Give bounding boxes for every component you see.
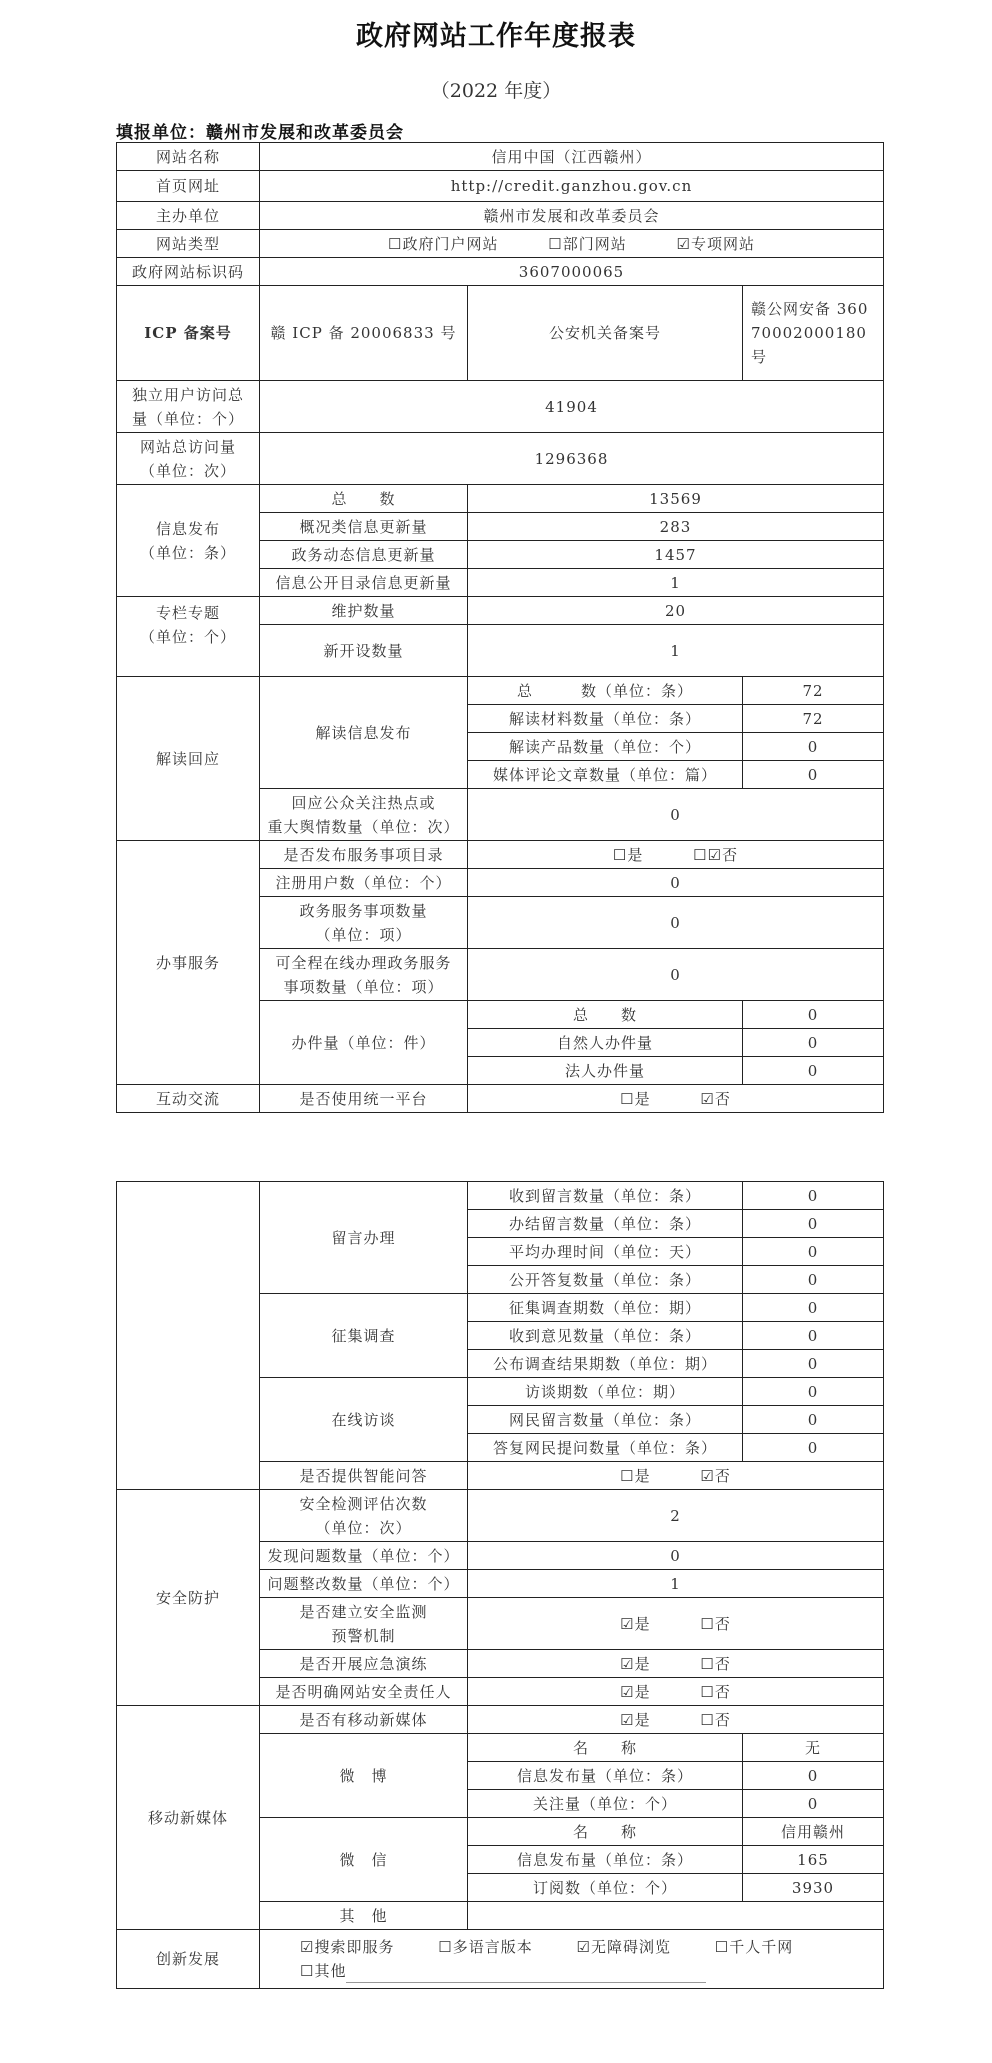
report-table-basic [116,142,884,1113]
label: 总 数（单位：条） [468,677,743,705]
value: 0 [743,1322,884,1350]
option-accessibility[interactable]: ☑无障碍浏览 [576,1938,671,1956]
value: 0 [468,1542,884,1570]
message-label: 留言办理 [260,1182,468,1294]
checkbox-icon[interactable]: ☐ [620,1089,635,1108]
option-search-service[interactable]: ☑搜索即服务 [300,1938,395,1956]
label: 独立用户访问总 量（单位：个） [117,381,260,433]
label: 首页网址 [117,171,260,202]
cases-label: 办件量（单位：件） [260,1001,468,1085]
row-mobile-has [117,1706,884,1734]
checkbox-icon[interactable]: ☑ [620,1654,635,1673]
value: 1 [468,1570,884,1598]
interaction-label: 互动交流 [117,1085,260,1113]
reporting-unit: 填报单位：赣州市发展和改革委员会 [116,123,404,143]
value: 0 [743,1434,884,1462]
option-no[interactable]: ☐否 [700,1682,731,1701]
label: 信息公开目录信息更新量 [260,569,468,597]
checkbox-icon[interactable]: ☐ [714,1938,730,1956]
value: 0 [743,1378,884,1406]
value: 3930 [743,1874,884,1902]
option-dept-site[interactable] [548,232,626,256]
option-no[interactable]: ☐☑否 [693,845,739,864]
row-url [117,171,884,202]
row-site-code [117,258,884,286]
value: 0 [468,949,884,1001]
options [468,1462,884,1490]
label: 征集调查期数（单位：期） [468,1294,743,1322]
label: 自然人办件量 [468,1029,743,1057]
label: 名 称 [468,1818,743,1846]
label: 关注量（单位：个） [468,1790,743,1818]
label: 是否发布服务事项目录 [260,841,468,869]
checkbox-icon[interactable]: ☐ [700,1654,715,1673]
checkbox-icon[interactable]: ☐ [548,234,563,253]
options [468,1650,884,1678]
row-column-maintained [117,597,884,625]
options [468,1706,884,1734]
row-site-name [117,143,884,171]
label: 收到留言数量（单位：条） [468,1182,743,1210]
label: 注册用户数（单位：个） [260,869,468,897]
label: 是否有移动新媒体 [260,1706,468,1734]
value: 3607000065 [260,258,884,286]
checkbox-icon[interactable]: ☑ [620,1682,635,1701]
value: 信用中国（江西赣州） [260,143,884,171]
police-label: 公安机关备案号 [468,286,743,381]
row-page-views [117,433,884,485]
label: 网站类型 [117,230,260,258]
checkbox-icon[interactable]: ☐ [300,1962,315,1980]
value: 165 [743,1846,884,1874]
row-message [117,1182,884,1210]
label: 政务动态信息更新量 [260,541,468,569]
url-link[interactable]: http://credit.ganzhou.gov.cn [260,171,884,202]
label: 信息发布量（单位：条） [468,1846,743,1874]
label: 回应公众关注热点或 重大舆情数量（单位：次） [260,789,468,841]
checkbox-icon[interactable]: ☑ [576,1938,591,1956]
option-yes[interactable]: ☑是 [620,1710,651,1729]
label: 答复网民提问数量（单位：条） [468,1434,743,1462]
value: 0 [743,733,884,761]
option-yes[interactable]: ☑是 [620,1654,651,1673]
value: 2 [468,1490,884,1542]
label: 办结留言数量（单位：条） [468,1210,743,1238]
wechat-label: 微 信 [260,1818,468,1902]
checkbox-icon[interactable]: ☐ [388,234,403,253]
option-yes[interactable]: ☐是 [620,1089,651,1108]
innovation-label: 创新发展 [117,1930,260,1989]
value: 1 [468,569,884,597]
value: 0 [468,869,884,897]
checkbox-icon[interactable]: ☐ [700,1710,715,1729]
options [468,1598,884,1650]
value: 1296368 [260,433,884,485]
label: 政府网站标识码 [117,258,260,286]
option-label: 专项网站 [690,234,755,253]
label: 维护数量 [260,597,468,625]
value: 0 [743,1029,884,1057]
option-no[interactable]: ☑否 [700,1089,731,1108]
checkbox-icon[interactable]: ☑ [676,234,691,253]
option-multilingual[interactable]: ☐多语言版本 [438,1938,533,1956]
report-year: （2022 年度） [430,80,562,102]
value: 0 [743,1057,884,1085]
value: 0 [743,1790,884,1818]
label: 政务服务事项数量 （单位：项） [260,897,468,949]
label: 网站名称 [117,143,260,171]
label: 总 数 [260,485,468,513]
label: 其 他 [260,1902,468,1930]
info-label: 信息发布 （单位：条） [117,485,260,597]
value: 41904 [260,381,884,433]
value: 信用赣州 [743,1818,884,1846]
label: 信息发布量（单位：条） [468,1762,743,1790]
label: 是否建立安全监测 预警机制 [260,1598,468,1650]
label: 新开设数量 [260,625,468,677]
weibo-label: 微 博 [260,1734,468,1818]
checkbox-empty-icon: ☐ [693,845,708,864]
column-label: 专栏专题 （单位：个） [117,597,260,677]
checkbox-icon[interactable]: ☑ [620,1614,635,1633]
label: 访谈期数（单位：期） [468,1378,743,1406]
row-security-tests [117,1490,884,1542]
checkbox-icon[interactable]: ☐ [700,1614,715,1633]
interpret-sub-label: 解读信息发布 [260,677,468,789]
options [468,1085,884,1113]
option-no[interactable]: ☐否 [700,1654,731,1673]
row-service-catalog [117,841,884,869]
service-label: 办事服务 [117,841,260,1085]
security-label: 安全防护 [117,1490,260,1706]
option-no[interactable]: ☐否 [700,1614,731,1633]
label: 概况类信息更新量 [260,513,468,541]
interpret-label: 解读回应 [117,677,260,841]
label: 是否明确网站安全责任人 [260,1678,468,1706]
option-label: 政府门户网站 [402,234,499,253]
option-gov-portal[interactable] [388,232,498,256]
value: 0 [743,1182,884,1210]
label: 解读材料数量（单位：条） [468,705,743,733]
options [468,841,884,869]
label: 网站总访问量 （单位：次） [117,433,260,485]
label: 法人办件量 [468,1057,743,1085]
checkbox-icon[interactable]: ☐ [612,845,628,864]
value: 0 [743,1001,884,1029]
value: 0 [468,789,884,841]
checkbox-icon[interactable]: ☐ [700,1682,715,1701]
icp-value: 赣 ICP 备 20006833 号 [260,286,468,381]
option-other[interactable]: ☐其他 [300,1962,347,1980]
label: 是否提供智能问答 [260,1462,468,1490]
checkbox-icon[interactable]: ☑ [700,1466,715,1485]
option-label: 部门网站 [562,234,627,253]
report-table-continued [116,1181,884,1989]
label: 公布调查结果期数（单位：期） [468,1350,743,1378]
row-icp [117,286,884,381]
label: 安全检测评估次数 （单位：次） [260,1490,468,1542]
value: 20 [468,597,884,625]
checkbox-icon[interactable]: ☑ [700,1089,715,1108]
label: 媒体评论文章数量（单位：篇） [468,761,743,789]
row-host [117,202,884,230]
option-no[interactable]: ☑否 [700,1466,731,1485]
value: 0 [468,897,884,949]
row-innovation [117,1930,884,1989]
row-interpret [117,677,884,705]
label: 平均办理时间（单位：天） [468,1238,743,1266]
value: 0 [743,1294,884,1322]
other-input-line[interactable] [346,1966,706,1983]
value: 283 [468,513,884,541]
value [468,1902,884,1930]
value: 72 [743,705,884,733]
label: 总 数 [468,1001,743,1029]
label: 名 称 [468,1734,743,1762]
row-unique-visitors [117,381,884,433]
value: 0 [743,1210,884,1238]
checkbox-icon[interactable]: ☑ [707,845,723,864]
option-yes[interactable]: ☑是 [620,1682,651,1701]
checkbox-icon[interactable]: ☐ [438,1938,453,1956]
checkbox-icon[interactable]: ☐ [620,1466,635,1485]
label: 是否使用统一平台 [260,1085,468,1113]
label: 主办单位 [117,202,260,230]
option-personalized[interactable]: ☐千人千网 [714,1938,794,1956]
label: 网民留言数量（单位：条） [468,1406,743,1434]
option-special-site[interactable] [677,232,755,256]
label: ICP 备案号 [117,286,260,381]
innovation-options [260,1930,884,1989]
value: 0 [743,1266,884,1294]
row-info-total [117,485,884,513]
label: 可全程在线办理政务服务 事项数量（单位：项） [260,949,468,1001]
value: 1 [468,625,884,677]
survey-label: 征集调查 [260,1294,468,1378]
label: 订阅数（单位：个） [468,1874,743,1902]
interview-label: 在线访谈 [260,1378,468,1462]
value: 0 [743,1406,884,1434]
interaction-blank [117,1182,260,1490]
option-yes[interactable]: ☐是 [612,845,644,864]
value: 72 [743,677,884,705]
value: 0 [743,761,884,789]
checkbox-icon[interactable]: ☑ [300,1938,315,1956]
row-site-type [117,230,884,258]
option-yes[interactable]: ☐是 [620,1466,651,1485]
mobile-label: 移动新媒体 [117,1706,260,1930]
row-platform [117,1085,884,1113]
page-title: 政府网站工作年度报表 [356,21,636,52]
label: 公开答复数量（单位：条） [468,1266,743,1294]
label: 问题整改数量（单位：个） [260,1570,468,1598]
label: 解读产品数量（单位：个） [468,733,743,761]
value: 0 [743,1762,884,1790]
value: 无 [743,1734,884,1762]
option-no[interactable]: ☐否 [700,1710,731,1729]
police-value: 赣公网安备 36070002000180 号 [743,286,884,381]
value: 赣州市发展和改革委员会 [260,202,884,230]
label: 是否开展应急演练 [260,1650,468,1678]
option-yes[interactable]: ☑是 [620,1614,651,1633]
label: 发现问题数量（单位：个） [260,1542,468,1570]
value: 0 [743,1238,884,1266]
label: 收到意见数量（单位：条） [468,1322,743,1350]
site-type-options [260,230,884,258]
value: 1457 [468,541,884,569]
options [468,1678,884,1706]
checkbox-icon[interactable]: ☑ [620,1710,635,1729]
value: 13569 [468,485,884,513]
value: 0 [743,1350,884,1378]
